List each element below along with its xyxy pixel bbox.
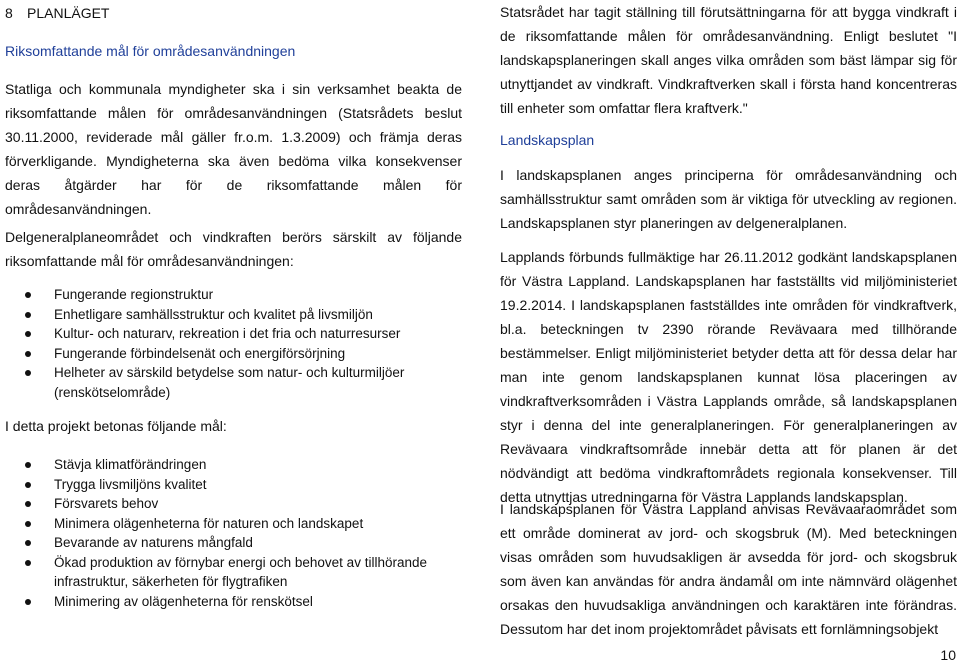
list-item: Helheter av särskild betydelse som natur- och kulturmiljöer (renskötselområde) [5,363,445,402]
list-item: Trygga livsmiljöns kvalitet [5,475,445,495]
left-para-1: Statliga och kommunala myndigheter ska i sin verksamhet beakta de riksomfattande målen för områdesanvändningen (Statsrådets beslut 30.11.2000, reviderade mål gäller fr.o.m. 1.3.2009) och främja deras förverkligande. Myndigheterna ska även bedöma vilka konsekvenser deras åtgärder har för de riksomfattande målen för områdesanvändningen. [5,81,462,217]
list-item: Fungerande förbindelsenät och energiförsörjning [5,344,445,364]
section-heading: PLANLÄGET [27,5,110,21]
right-para-1: Statsrådet har tagit ställning till förutsättningarna för att bygga vindkraft i de riksomfattande målen för områdesanvändning. Enligt beslutet "I landskapsplaneringen skall anges vilka områden som bäst lämpar sig för utnyttjandet av vindkraft. Vindkraftverken skall i första hand koncentreras till enheter som omfattar flera kraftverk." [500,4,957,116]
list-item: Bevarande av naturens mångfald [5,533,445,553]
list-item: Enhetligare samhällsstruktur och kvalitet på livsmiljön [5,305,445,325]
heading-landskapsplan: Landskapsplan [500,132,595,148]
left-para-3: I detta projekt betonas följande mål: [5,418,227,434]
list-item: Försvarets behov [5,494,445,514]
list-item: Minimering av olägenheterna för renskötsel [5,592,445,612]
right-para-4: I landskapsplanen för Västra Lappland anvisas Revävaaraområdet som ett område dominerat av jord- och skogsbruk (M). Med beteckningen visas områden som huvudsakligen är avsedda för jord- och skogsbruk som även kan användas för andra ändamål om inte nämnvärd olägenhet orsakas den huvudsakliga användningen och karaktären inte förändras. Dessutom har det inom projektområdet påvisats ett fornlämningsobjekt [500,501,957,637]
right-para-2: I landskapsplanen anges principerna för områdesanvändning och samhällsstruktur samt områden som är viktiga för utveckling av regionen. Landskapsplanen styr planeringen av delgeneralplanen. [500,167,957,231]
list-item: Minimera olägenheterna för naturen och landskapet [5,514,445,534]
list-item: Ökad produktion av förnybar energi och behovet av tillhörande infrastruktur, säkerheten för flygtrafiken [5,553,445,592]
left-para-2: Delgeneralplaneområdet och vindkraften berörs särskilt av följande riksomfattande mål för områdesanvändningen: [5,229,462,269]
list-item: Stävja klimatförändringen [5,455,445,475]
section-number: 8 [5,5,13,21]
section-title [5,2,109,24]
list-item: Kultur- och naturarv, rekreation i det fria och naturresurser [5,324,445,344]
page-number: 10 [940,647,956,663]
list-project-goals [5,455,445,611]
heading-riksomfattande: Riksomfattande mål för områdesanvändningen [5,43,296,59]
right-para-3: Lapplands förbunds fullmäktige har 26.11.2012 godkänt landskapsplanen för Västra Lappland. Landskapsplanen har fastställts vid miljöministeriet 19.2.2014. I landskapsplanen fastställdes inte områden för vindkraftverk, bl.a. beteckningen tv 2390 rörande Revävaara med tillhörande bestämmelser. Enligt miljöministeriet betyder detta att för dessa delar har man inte genom landskapsplanen kunnat lösa placeringen av vindkraftverksområden i Västra Lapplands område, så landskapsplanen styr i denna del inte generalplaneringen. För generalplaneringen av Revävaara vindkraftsområde innebär detta att för planen är det nödvändigt att bedöma vindkraftområdets regionala konsekvenser. Till detta utnyttjas utredningarna för Västra Lapplands landskapsplan. [500,249,957,505]
list-national-goals [5,285,445,402]
list-item: Fungerande regionstruktur [5,285,445,305]
